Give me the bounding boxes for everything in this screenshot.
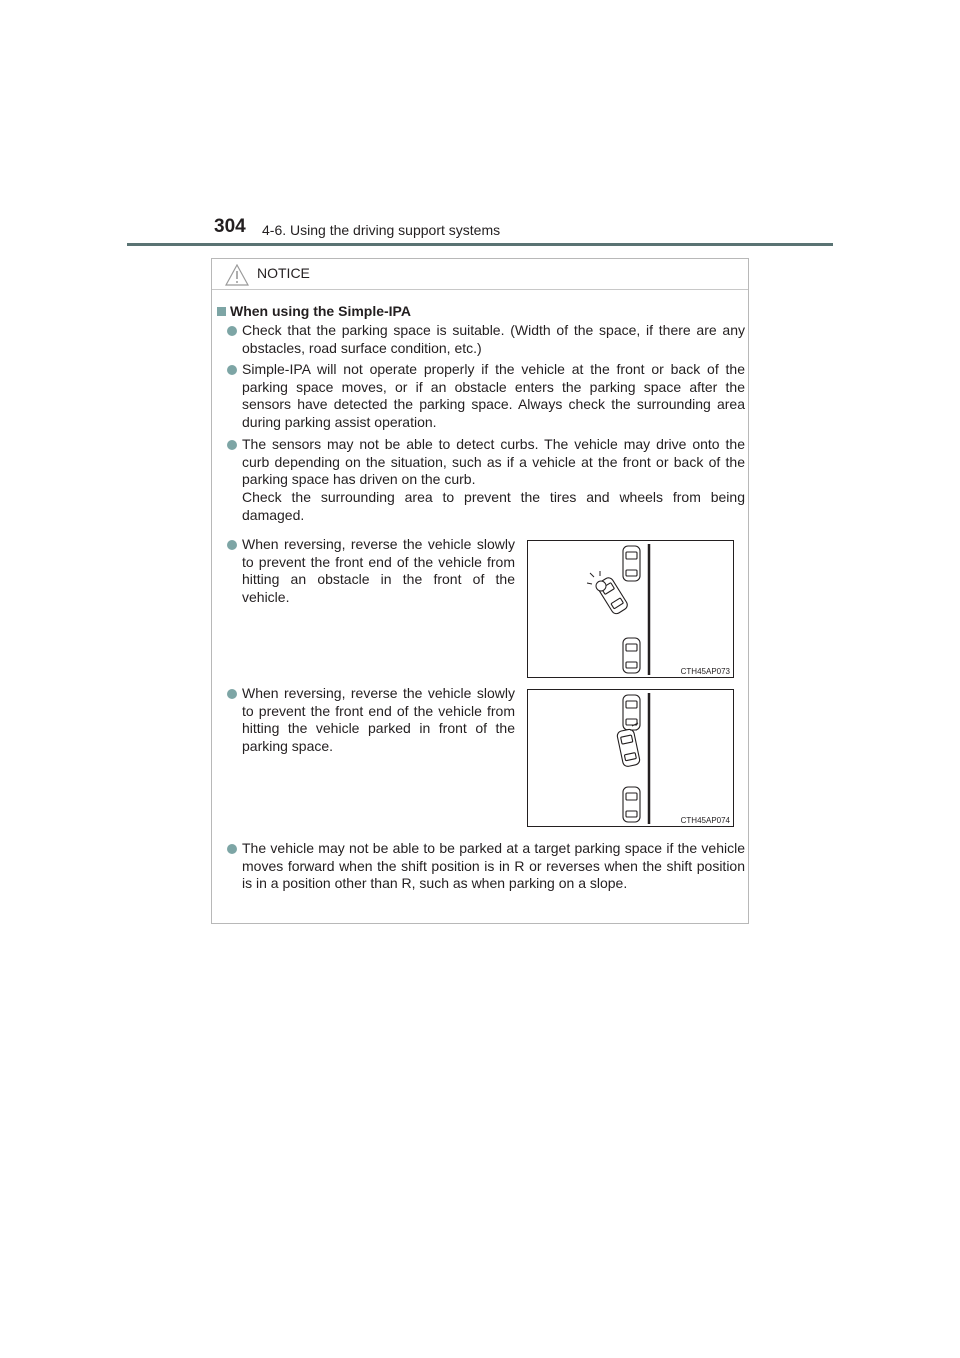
list-item-text: The vehicle may not be able to be parked at a target parking space if the vehicle moves forward when the shift position is in R or reverses when the shift position is in a position other than R, such as when parking on a slope. <box>242 840 745 892</box>
bullet-dot-icon <box>227 326 237 336</box>
list-item <box>227 436 745 525</box>
list-item <box>227 361 745 432</box>
bullet-dot-icon <box>227 689 237 699</box>
warning-triangle-icon <box>225 264 249 286</box>
page-number: 304 <box>214 216 246 237</box>
illustration-obstacle <box>527 540 734 678</box>
notice-header <box>212 259 748 290</box>
header-rule <box>127 243 833 246</box>
bullet-dot-icon <box>227 365 237 375</box>
bullet-dot-icon <box>227 540 237 550</box>
illustration-code: CTH45AP074 <box>680 816 730 825</box>
illustration-parked-vehicle <box>527 689 734 827</box>
list-item <box>227 685 515 756</box>
illustration-code: CTH45AP073 <box>680 667 730 676</box>
list-item-text: When reversing, reverse the vehicle slowly to prevent the front end of the vehicle from hitting an obstacle in the front of the vehicle. <box>242 536 515 606</box>
notice-label: NOTICE <box>257 265 310 281</box>
list-item <box>227 536 515 607</box>
list-item-text: Simple-IPA will not operate properly if the vehicle at the front or back of the parking space moves, or if an obstacle enters the parking space after the sensors have detected the parking space. Always check the surrounding area during parking assist operation. <box>242 361 745 431</box>
list-item <box>227 840 745 893</box>
parking-diagram-icon <box>528 690 733 826</box>
bullet-dot-icon <box>227 844 237 854</box>
notice-box <box>211 258 749 924</box>
bullet-dot-icon <box>227 440 237 450</box>
list-item-text-continued: Check the surrounding area to prevent the tires and wheels from being damaged. <box>242 489 745 523</box>
parking-diagram-icon <box>528 541 733 677</box>
sub-heading-text: When using the Simple-IPA <box>230 303 411 319</box>
section-title: 4-6. Using the driving support systems <box>262 222 501 238</box>
list-item-text: When reversing, reverse the vehicle slowly to prevent the front end of the vehicle from hitting the vehicle parked in front of the parking space. <box>242 685 515 755</box>
list-item-text: Check that the parking space is suitable. (Width of the space, if there are any obstacles, road surface condition, etc.) <box>242 322 745 356</box>
sub-heading <box>217 303 411 319</box>
list-item-text: The sensors may not be able to detect curbs. The vehicle may drive onto the curb depending on the situation, such as if a vehicle at the front or back of the parking space has driven on the curb. <box>242 436 745 488</box>
square-bullet-icon <box>217 307 226 316</box>
list-item <box>227 322 745 357</box>
